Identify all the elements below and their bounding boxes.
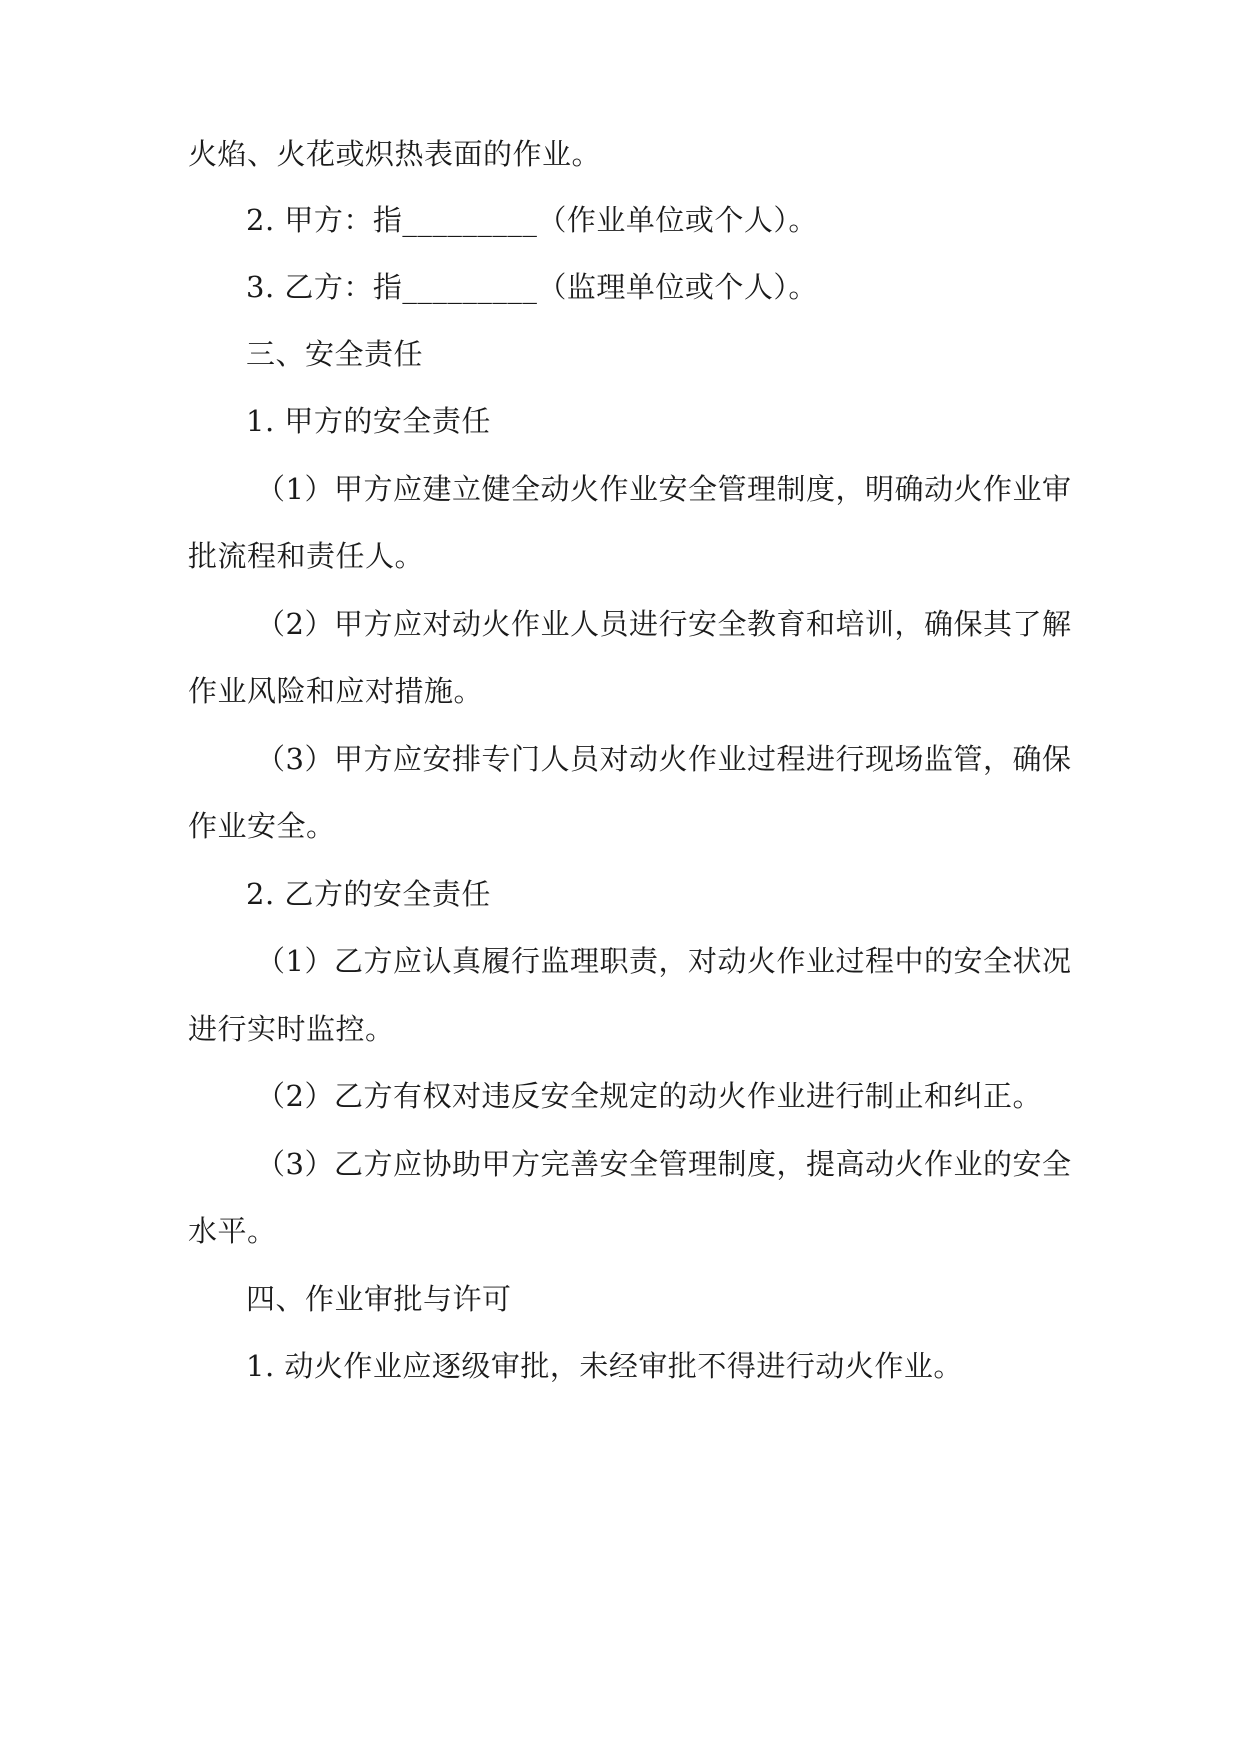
text-line: 火焰、火花或炽热表面的作业。 — [188, 137, 602, 171]
text-line: （1）乙方应认真履行监理职责，对动火作业过程中的安全状况 — [256, 944, 1072, 978]
text-line: 1. 动火作业应逐级审批，未经审批不得进行动火作业。 — [246, 1349, 963, 1383]
subheading-party-a-responsibility: 1. 甲方的安全责任 — [246, 404, 491, 438]
definition-party-a: 2. 甲方：指_________（作业单位或个人）。 — [246, 203, 818, 237]
definition-party-b: 3. 乙方：指_________（监理单位或个人）。 — [246, 270, 818, 304]
text-line: 水平。 — [188, 1214, 277, 1248]
subheading-party-b-responsibility: 2. 乙方的安全责任 — [246, 877, 491, 911]
text-line: （2）乙方有权对违反安全规定的动火作业进行制止和纠正。 — [256, 1079, 1042, 1113]
text-line: 作业安全。 — [188, 809, 336, 843]
section-heading-approval-permit: 四、作业审批与许可 — [246, 1282, 512, 1316]
text-line: （3）乙方应协助甲方完善安全管理制度，提高动火作业的安全 — [256, 1147, 1072, 1181]
text-line: （1）甲方应建立健全动火作业安全管理制度，明确动火作业审 — [256, 472, 1072, 506]
text-line: （2）甲方应对动火作业人员进行安全教育和培训，确保其了解 — [256, 607, 1072, 641]
text-line: 批流程和责任人。 — [188, 539, 425, 573]
section-heading-safety-responsibility: 三、安全责任 — [246, 337, 424, 371]
text-line: 进行实时监控。 — [188, 1012, 395, 1046]
text-line: 作业风险和应对措施。 — [188, 674, 484, 708]
text-line: （3）甲方应安排专门人员对动火作业过程进行现场监管，确保 — [256, 742, 1072, 776]
